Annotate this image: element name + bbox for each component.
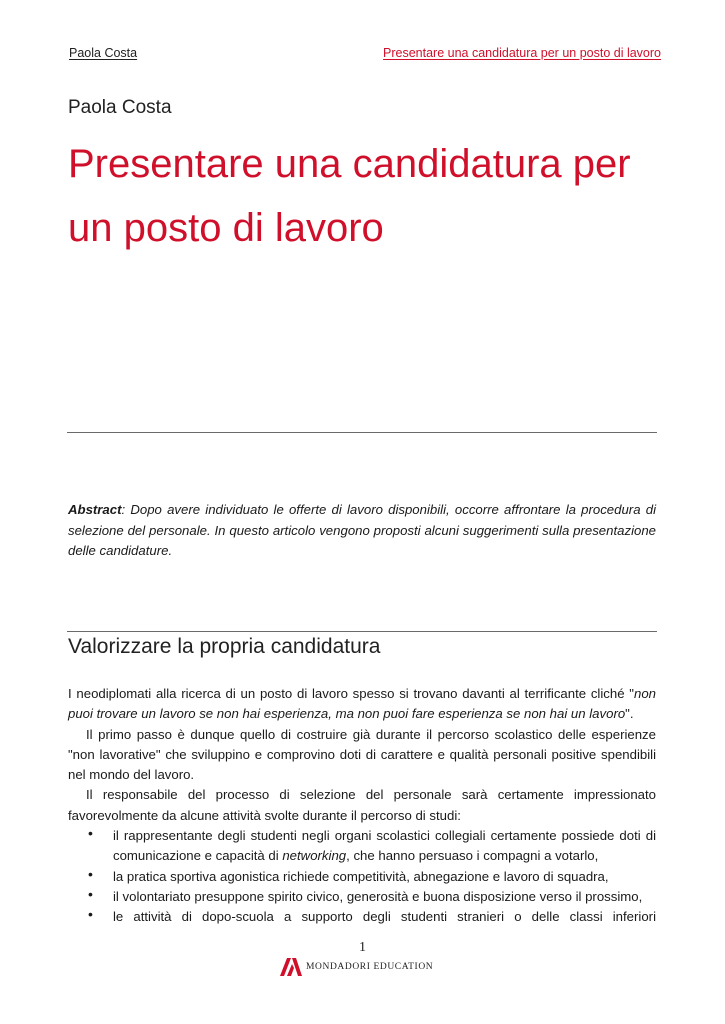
list-item [68,907,656,927]
abstract-separator: : [121,502,131,517]
list-item [68,867,656,887]
running-header [69,44,661,62]
article-title [68,132,668,260]
abstract-label: Abstract [68,502,122,517]
mondadori-logo-icon [280,958,302,976]
article-author: Paola Costa [68,97,172,118]
section-heading: Valorizzare la propria candidatura [68,635,381,658]
list-item-text-a: il rappresentante degli studenti negli organi scolastici collegiali certamente possiede doti di comunicazione e capacità di [113,828,656,864]
section-body [68,684,656,928]
divider-section [67,631,657,632]
list-item-text: la pratica sportiva agonistica richiede competitività, abnegazione e lavoro di squadra, [113,868,609,884]
abstract-text: Dopo avere individuato le offerte di lavoro disponibili, occorre affrontare la procedura di selezione del personale. In questo articolo vengono proposti alcuni suggerimenti sulla presentazione delle candidature. [68,502,656,558]
bullet-icon: • [88,865,93,882]
paragraph-1-end: ". [625,706,634,722]
list-item-text: le attività di dopo-scuola a supporto degli studenti stranieri o delle classi inferiori [113,909,656,925]
bullet-icon: • [88,885,93,902]
list-item-text-b: , che hanno persuaso i compagni a votarlo, [346,848,599,864]
header-title: Presentare una candidatura per un posto di lavoro [383,46,661,60]
title-line-2: un posto di lavoro [68,206,384,250]
bullet-list [68,826,656,927]
bullet-icon: • [88,906,93,923]
divider-top [67,432,657,433]
paragraph-1-text: I neodiplomati alla ricerca di un posto di lavoro spesso si trovano davanti al terrificante cliché " [68,686,634,701]
title-line-1: Presentare una candidatura per [68,142,631,186]
publisher-logo [280,957,433,977]
header-author: Paola Costa [69,46,138,60]
list-item-text: il volontariato presuppone spirito civico, generosità e buona disposizione verso il prossimo, [113,888,643,904]
list-item-emphasis: networking [282,848,347,864]
paragraph-3: Il responsabile del processo di selezione del personale sarà certamente impressionato favorevolmente da alcune attività svolte durante il percorso di studi: [68,787,656,823]
paragraph-1 [68,684,656,725]
list-item [68,826,656,867]
paragraph-1-quote: non puoi trovare un lavoro se non hai esperienza, ma non puoi fare esperienza se non hai un lavoro [68,686,656,722]
abstract [68,500,656,562]
paragraph-2: Il primo passo è dunque quello di costruire già durante il percorso scolastico delle esperienze "non lavorative" che sviluppino e comprovino doti di carattere e qualità personali positive spendibili nel mondo del lavoro. [68,726,656,783]
bullet-icon: • [88,825,93,842]
publisher-name: MONDADORI EDUCATION [306,962,434,972]
list-item [68,887,656,907]
page-number: 1 [359,940,366,955]
